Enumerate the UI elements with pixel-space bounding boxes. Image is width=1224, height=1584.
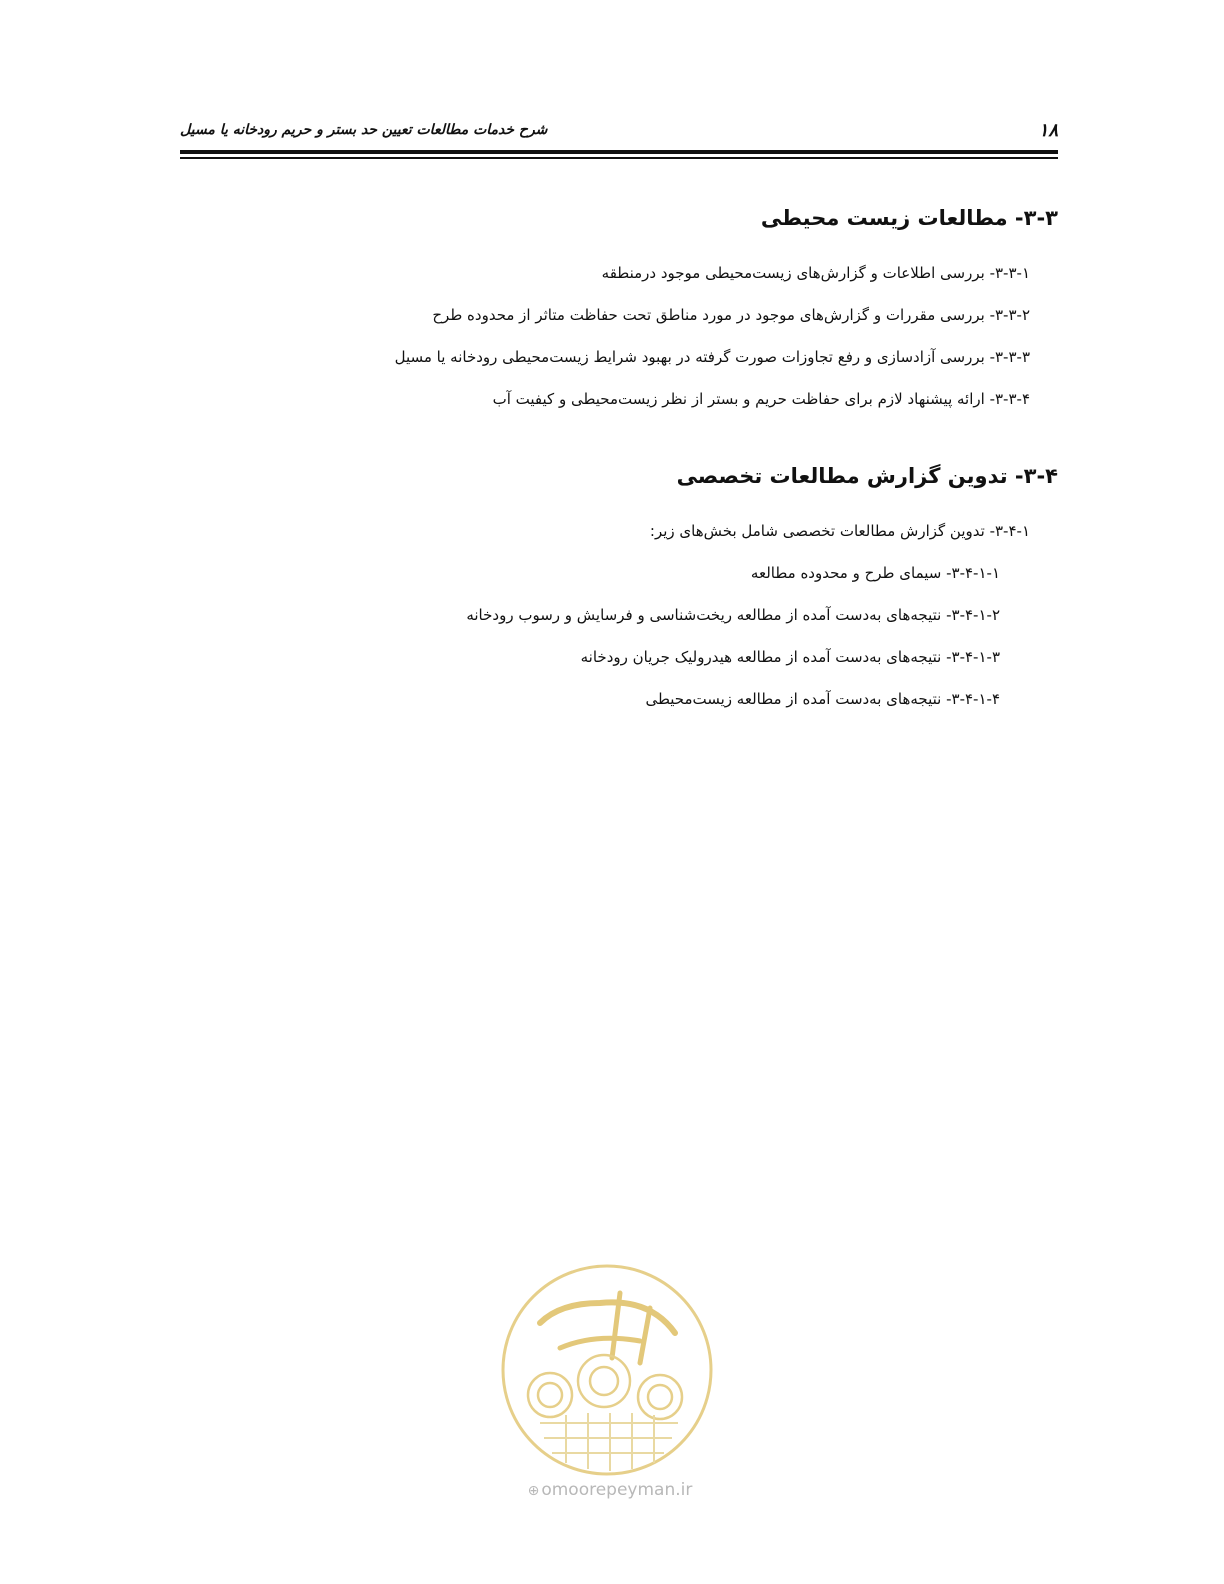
globe-icon: ⊕ bbox=[527, 1483, 540, 1499]
page-body bbox=[180, 196, 1058, 720]
section-heading: ۳-۳- مطالعات زیست محیطی bbox=[760, 206, 1058, 230]
list-subitem: ۳-۴-۱-۳- نتیجه‌های به‌دست آمده از مطالعه هیدرولیک جریان رودخانه bbox=[580, 648, 1000, 666]
section-heading: ۳-۴- تدوین گزارش مطالعات تخصصی bbox=[676, 464, 1058, 488]
section-item-list bbox=[180, 252, 1058, 420]
list-item: ۳-۴-۱- تدوین گزارش مطالعات تخصصی شامل بخش‌های زیر: bbox=[649, 522, 1030, 540]
section-specialized-report bbox=[180, 454, 1058, 720]
watermark-url bbox=[510, 1480, 710, 1500]
list-item: ۳-۳-۳- بررسی آزادسازی و رفع تجاوزات صورت گرفته در بهبود شرایط زیست‌محیطی رودخانه یا مسیل bbox=[394, 348, 1030, 366]
page-number: ۱۸ bbox=[1038, 120, 1058, 141]
omoorepeyman-logo-icon bbox=[500, 1263, 714, 1477]
header-rule-thin bbox=[180, 157, 1058, 159]
list-subitem: ۳-۴-۱-۴- نتیجه‌های به‌دست آمده از مطالعه زیست‌محیطی bbox=[645, 690, 1000, 708]
list-item: ۳-۳-۴- ارائه پیشنهاد لازم برای حفاظت حریم و بستر از نظر زیست‌محیطی و کیفیت آب bbox=[492, 390, 1030, 408]
section-environmental-studies bbox=[180, 196, 1058, 420]
section-item-list bbox=[180, 510, 1058, 720]
list-subitem: ۳-۴-۱-۲- نتیجه‌های به‌دست آمده از مطالعه ریخت‌شناسی و فرسایش و رسوب رودخانه bbox=[466, 606, 1000, 624]
watermark-url-text: omoorepeyman.ir bbox=[541, 1480, 693, 1500]
header-rule-thick bbox=[180, 150, 1058, 154]
page-header bbox=[180, 118, 1058, 148]
list-item: ۳-۳-۲- بررسی مقررات و گزارش‌های موجود در مورد مناطق تحت حفاظت متاثر از محدوده طرح bbox=[432, 306, 1030, 324]
list-item: ۳-۳-۱- بررسی اطلاعات و گزارش‌های زیست‌محیطی موجود درمنطقه bbox=[601, 264, 1030, 282]
list-subitem: ۳-۴-۱-۱- سیمای طرح و محدوده مطالعه bbox=[750, 564, 1000, 582]
header-title: شرح خدمات مطالعات تعیین حد بستر و حریم رودخانه یا مسیل bbox=[180, 122, 548, 138]
